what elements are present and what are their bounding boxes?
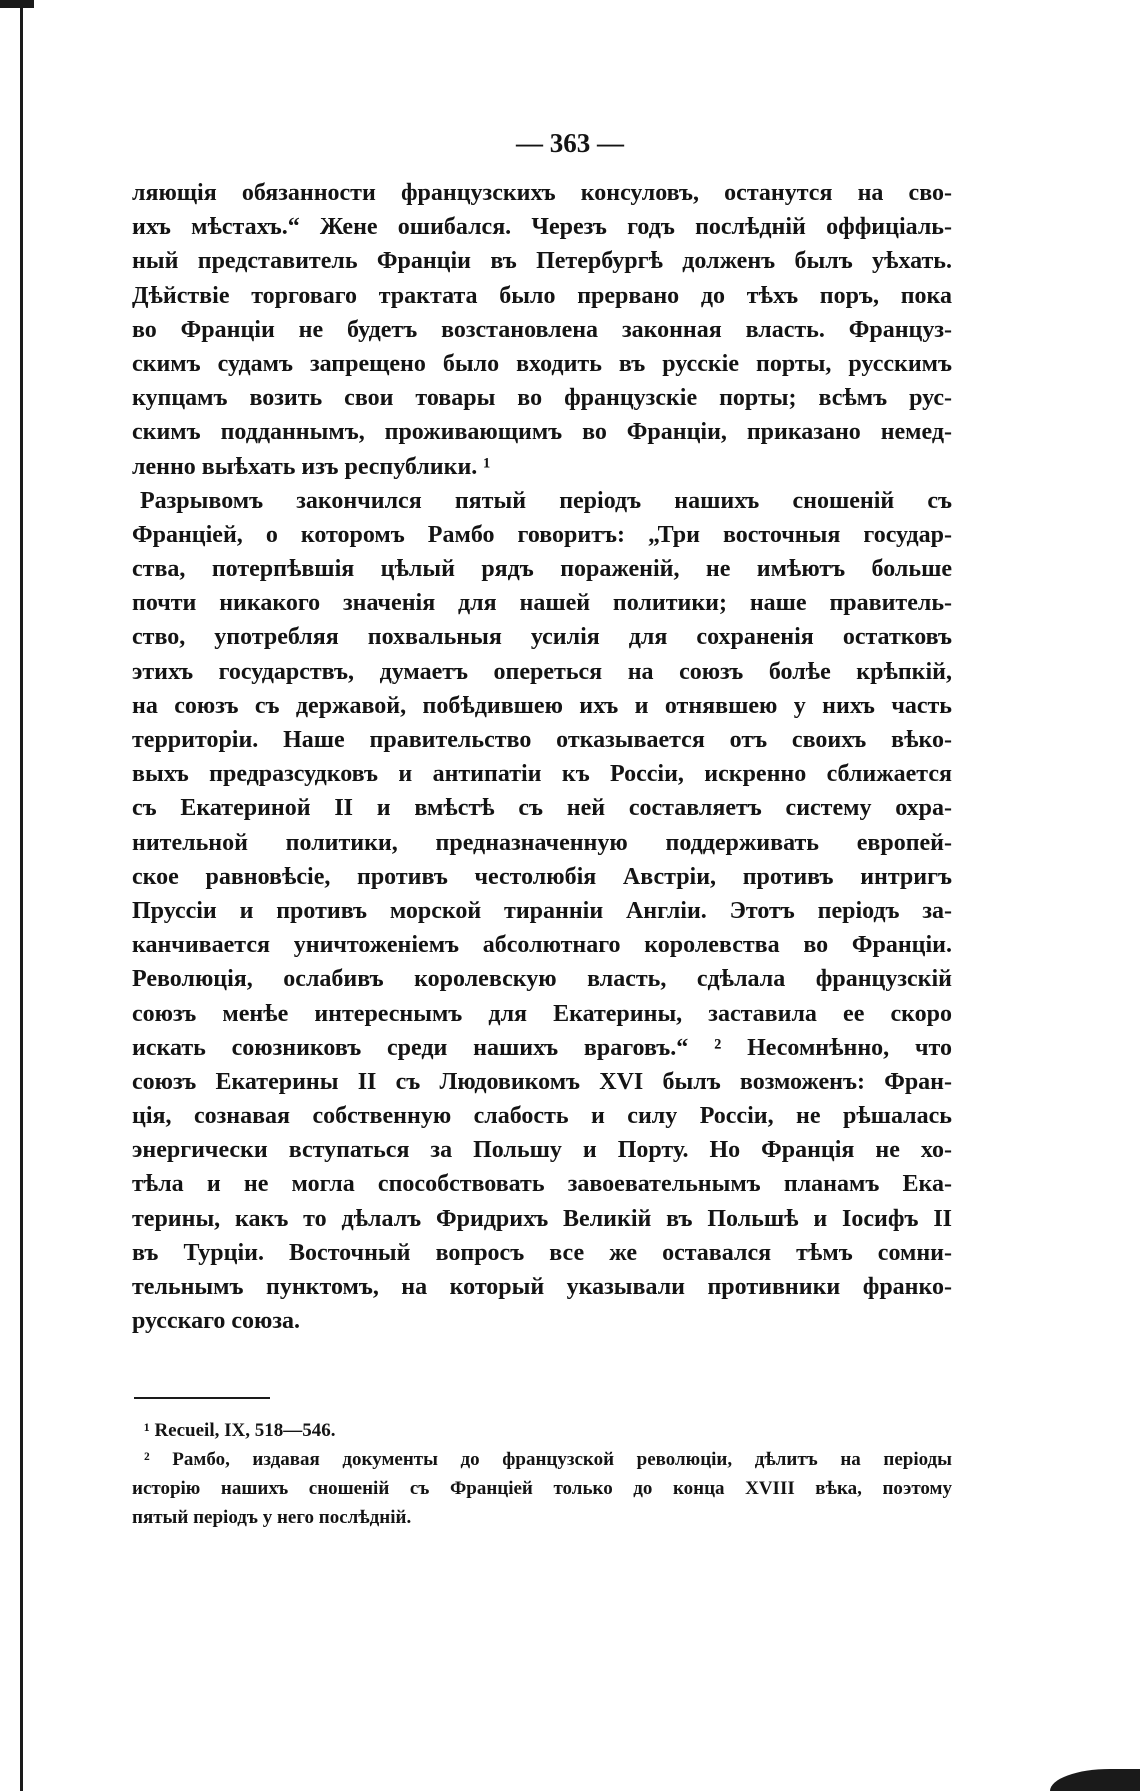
text-line: союзъ Екатерины II съ Людовикомъ XVI былъ возможенъ: Фран- <box>132 1068 952 1095</box>
text-line: въ Турціи. Восточный вопросъ все же оставался тѣмъ сомни- <box>132 1239 952 1266</box>
text-line: союзъ менѣе интереснымъ для Екатерины, заставила ее скоро <box>132 1000 952 1027</box>
text-line: энергически вступаться за Польшу и Порту. Но Франція не хо- <box>132 1137 952 1164</box>
text-line: ство, употребляя похвальныя усилія для сохраненія остатковъ <box>132 624 952 651</box>
text-line: тѣла и не могла способствовать завоевательнымъ планамъ Ека- <box>132 1171 952 1198</box>
text-line: Пруссіи и противъ морской тиранніи Англіи. Этотъ періодъ за- <box>132 897 952 924</box>
text-line: тельнымъ пунктомъ, на который указывали противники франко- <box>132 1274 952 1300</box>
main-text <box>132 176 952 1338</box>
text-line: купцамъ возить свои товары во французскіе порты; всѣмъ рус- <box>132 385 952 412</box>
footnote-separator <box>134 1397 270 1399</box>
footnotes <box>132 1416 952 1532</box>
text-line: ленно выѣхать изъ республики. ¹ <box>132 453 491 480</box>
text-line: терины, какъ то дѣлалъ Фридрихъ Великій въ Польшѣ и Іосифъ II <box>132 1205 952 1232</box>
text-line: русскаго союза. <box>132 1308 300 1335</box>
scan-border <box>0 0 34 8</box>
text-line: ляющія обязанности французскихъ консуловъ, останутся на сво- <box>132 180 952 206</box>
text-line: канчивается уничтоженіемъ абсолютнаго королевства во Франціи. <box>132 932 952 959</box>
footnote-line: ² Рамбо, издавая документы до французской революціи, дѣлитъ на періоды <box>144 1449 952 1470</box>
footnote-line: исторію нашихъ сношеній съ Франціей только до конца XVIII вѣка, поэтому <box>132 1478 952 1499</box>
text-line: ихъ мѣстахъ.“ Жене ошибался. Черезъ годъ послѣдній оффиціаль- <box>132 214 952 241</box>
text-line: съ Екатериной II и вмѣстѣ съ ней составляетъ систему охра- <box>132 795 952 822</box>
text-line: скимъ судамъ запрещено было входить въ русскіе порты, русскимъ <box>132 350 952 377</box>
text-line: ція, сознавая собственную слабость и силу Россіи, не рѣшалась <box>132 1103 952 1130</box>
text-line: выхъ предразсудковъ и антипатіи къ Россіи, искренно сближается <box>132 761 952 788</box>
text-line: Дѣйствіе торговаго трактата было прервано до тѣхъ поръ, пока <box>132 282 952 309</box>
text-line: ный представитель Франціи въ Петербургѣ долженъ былъ уѣхать. <box>132 248 952 275</box>
text-line: ства, потерпѣвшія цѣлый рядъ пораженій, не имѣютъ больше <box>132 556 952 583</box>
text-line: скимъ подданнымъ, проживающимъ во Франціи, приказано немед- <box>132 419 952 446</box>
text-line: этихъ государствъ, думаетъ опереться на союзъ болѣе крѣпкій, <box>132 658 952 685</box>
text-line: во Франціи не будетъ возстановлена законная власть. Француз- <box>132 316 952 343</box>
text-line: искать союзниковъ среди нашихъ враговъ.“ ² Несомнѣнно, что <box>132 1034 952 1061</box>
text-line: Революція, ослабивъ королевскую власть, сдѣлала французскій <box>132 966 952 993</box>
footnote-line: ¹ Recueil, IX, 518—546. <box>144 1420 336 1441</box>
text-line: территоріи. Наше правительство отказывается отъ своихъ вѣко- <box>132 727 952 753</box>
footnote-line: пятый періодъ у него послѣдній. <box>132 1507 412 1528</box>
text-line: нительной политики, предназначенную поддерживать европей- <box>132 829 952 856</box>
text-line: на союзъ съ державой, побѣдившею ихъ и отнявшею у нихъ часть <box>132 692 952 719</box>
scan-border <box>1050 1769 1140 1791</box>
scan-border <box>20 0 23 1791</box>
text-line: Франціей, о которомъ Рамбо говоритъ: „Три восточныя государ- <box>132 521 952 548</box>
page-number: — 363 — <box>516 128 624 158</box>
text-line: почти никакого значенія для нашей политики; наше правитель- <box>132 590 952 617</box>
text-line: Разрывомъ закончился пятый періодъ нашихъ сношеній съ <box>140 487 952 514</box>
text-line: ское равновѣсіе, противъ честолюбія Австріи, противъ интригъ <box>132 863 952 890</box>
